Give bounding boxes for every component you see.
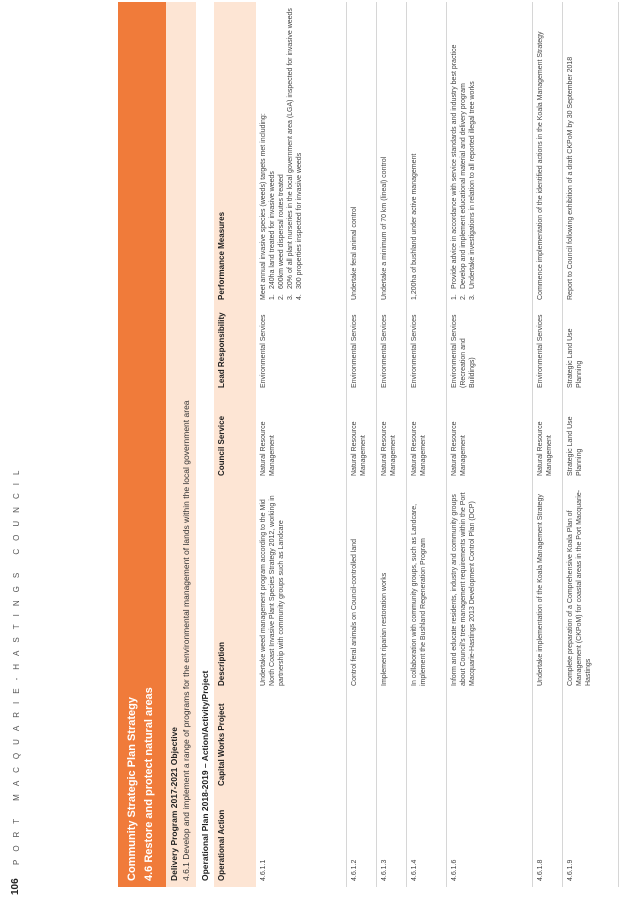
page-number: 106	[10, 878, 21, 895]
measure-item-number: 1.	[269, 294, 277, 300]
column-header-council-service: Council Service	[217, 415, 226, 476]
table-row	[532, 2, 562, 887]
cell-council-service: Natural Resource Management	[350, 421, 367, 476]
measure-item	[295, 8, 304, 300]
council-name: PORT MACQUARIE-HASTINGS COUNCIL	[12, 462, 21, 865]
cell-description: Complete preparation of a Comprehensive Koala Plan of Management (CKPoM) for coastal areas in the Port Macquarie-Hastings	[566, 489, 592, 686]
cell-operational-action: 4.6.1.6	[450, 859, 458, 881]
operational-plan-title: Operational Plan 2018-2019 – Action/Activity/Project	[200, 670, 210, 881]
measure-intro: 1,200ha of bushland under active management	[410, 153, 418, 300]
cell-performance-measures	[376, 2, 406, 306]
table-row	[346, 2, 376, 887]
cell-lead-responsibility: Environmental Services	[536, 314, 544, 388]
table-row	[256, 2, 346, 887]
cell-performance-measures	[562, 2, 618, 306]
table-row	[376, 2, 406, 887]
measure-list	[450, 8, 477, 300]
measure-item-number: 1.	[450, 294, 458, 300]
measure-intro: Undertake a minimum of 70 km (lineal) control	[380, 156, 388, 300]
page-footer	[0, 0, 130, 907]
cell-description: Inform and educate residents, industry and community groups about Council's tree management requirements within the Port Macquarie-Hastings 2013 Development Control Plan (DCP)	[450, 492, 476, 686]
measure-intro: Commence implementation of the identified actions in the Koala Management Strategy	[536, 31, 544, 300]
delivery-program-label: Delivery Program 2017-2021 Objective	[169, 726, 179, 881]
measure-item	[277, 8, 286, 300]
measure-intro: Meet annual invasive species (weeds) targets met including:	[260, 113, 267, 300]
cell-performance-measures	[446, 2, 532, 306]
cell-performance-measures	[256, 2, 346, 306]
cell-performance-measures	[406, 2, 446, 306]
measure-item-number: 2.	[459, 294, 467, 300]
cell-capital-works	[256, 692, 346, 792]
cell-operational-action: 4.6.1.3	[380, 859, 388, 881]
delivery-program-band	[166, 2, 196, 887]
cell-capital-works	[446, 692, 532, 792]
measure-item	[459, 8, 468, 300]
column-header-performance-measures: Performance Measures	[217, 211, 226, 300]
cell-council-service: Natural Resource Management	[410, 421, 427, 476]
measure-item	[468, 8, 477, 300]
strategy-title: Community Strategic Plan Strategy	[126, 697, 138, 881]
cell-capital-works	[406, 692, 446, 792]
cell-description: In collaboration with community groups, such as Landcare, implement the Bushland Regeneration Program	[410, 503, 427, 686]
table-row	[562, 2, 618, 887]
table-body	[256, 2, 618, 887]
measure-item-number: 3.	[287, 294, 295, 300]
cell-capital-works	[562, 692, 618, 792]
cell-operational-action: 4.6.1.8	[536, 859, 544, 881]
cell-council-service: Strategic Land Use Planning	[566, 416, 583, 476]
delivery-program-objective: 4.6.1 Develop and implement a range of programs for the environmental management of lands within the local government area	[181, 400, 191, 881]
cell-performance-measures	[346, 2, 376, 306]
measure-item-text: Develop and implement educational material and delivery program	[459, 83, 467, 289]
measure-item	[268, 8, 277, 300]
measure-item-text: Provide advice in accordance with service standards and industry best practice	[450, 44, 458, 289]
column-header-lead-responsibility: Lead Responsibility	[217, 312, 226, 388]
cell-description: Control feral animals on Council-controlled land	[350, 538, 358, 686]
cell-lead-responsibility: Environmental Services	[410, 314, 418, 388]
cell-council-service: Natural Resource Management	[536, 421, 553, 476]
measure-item-text: 20% of all plant nurseries in the local government area (LGA) inspected for invasive weeds	[287, 8, 295, 289]
cell-lead-responsibility: Strategic Land Use Planning	[566, 328, 583, 388]
operational-actions-table	[214, 2, 619, 887]
table-row	[446, 2, 532, 887]
measure-item	[450, 8, 459, 300]
column-header-capital-works: Capital Works Project	[217, 703, 226, 786]
table-header-row	[214, 2, 256, 887]
cell-operational-action: 4.6.1.2	[350, 859, 358, 881]
measure-list	[268, 8, 304, 300]
measure-intro: Report to Council following exhibition of a draft CKPoM by 30 September 2018	[566, 56, 574, 300]
cell-operational-action: 4.6.1.1	[260, 859, 267, 881]
measure-item-text: Undertake investigations in relation to all reported illegal tree works	[468, 81, 476, 289]
cell-operational-action: 4.6.1.4	[410, 859, 418, 881]
cell-lead-responsibility: Environmental Services	[260, 314, 267, 388]
measure-item-text: 300 properties inspected for invasive weeds	[296, 152, 304, 289]
measure-item-number: 4.	[296, 294, 304, 300]
column-header-description: Description	[217, 641, 226, 686]
cell-description: Undertake weed management program according to the Mid North Coast Invasive Plant Species Strategy 2012, working in partnership with community groups such as Landcare	[260, 495, 286, 686]
cell-council-service: Natural Resource Management	[380, 421, 397, 476]
cell-lead-responsibility: Environmental Services	[350, 314, 358, 388]
measure-item-text: 600km weed dispersal routes treated	[278, 174, 286, 289]
cell-council-service: Natural Resource Management	[260, 421, 277, 476]
strategy-header	[118, 2, 166, 887]
table-row	[406, 2, 446, 887]
measure-intro: Undertake feral animal control	[350, 206, 358, 300]
cell-capital-works	[346, 692, 376, 792]
measure-item	[286, 8, 295, 300]
cell-capital-works	[376, 692, 406, 792]
cell-description: Undertake implementation of the Koala Management Strategy	[536, 494, 544, 686]
cell-council-service: Natural Resource Management	[450, 421, 467, 476]
measure-item-text: 240ha land treated for invasive weeds	[269, 171, 277, 289]
cell-operational-action: 4.6.1.9	[566, 859, 574, 881]
strategy-subtitle: 4.6 Restore and protect natural areas	[143, 687, 155, 881]
cell-lead-responsibility: Environmental Services (Recreation and Buildings)	[450, 314, 476, 388]
cell-capital-works	[532, 692, 562, 792]
cell-performance-measures	[532, 2, 562, 306]
document-content	[118, 0, 598, 907]
column-header-action: Operational Action	[217, 809, 226, 881]
measure-item-number: 3.	[468, 294, 476, 300]
cell-description: Implement riparian restoration works	[380, 572, 388, 686]
measure-item-number: 2.	[278, 294, 286, 300]
cell-lead-responsibility: Environmental Services	[380, 314, 388, 388]
